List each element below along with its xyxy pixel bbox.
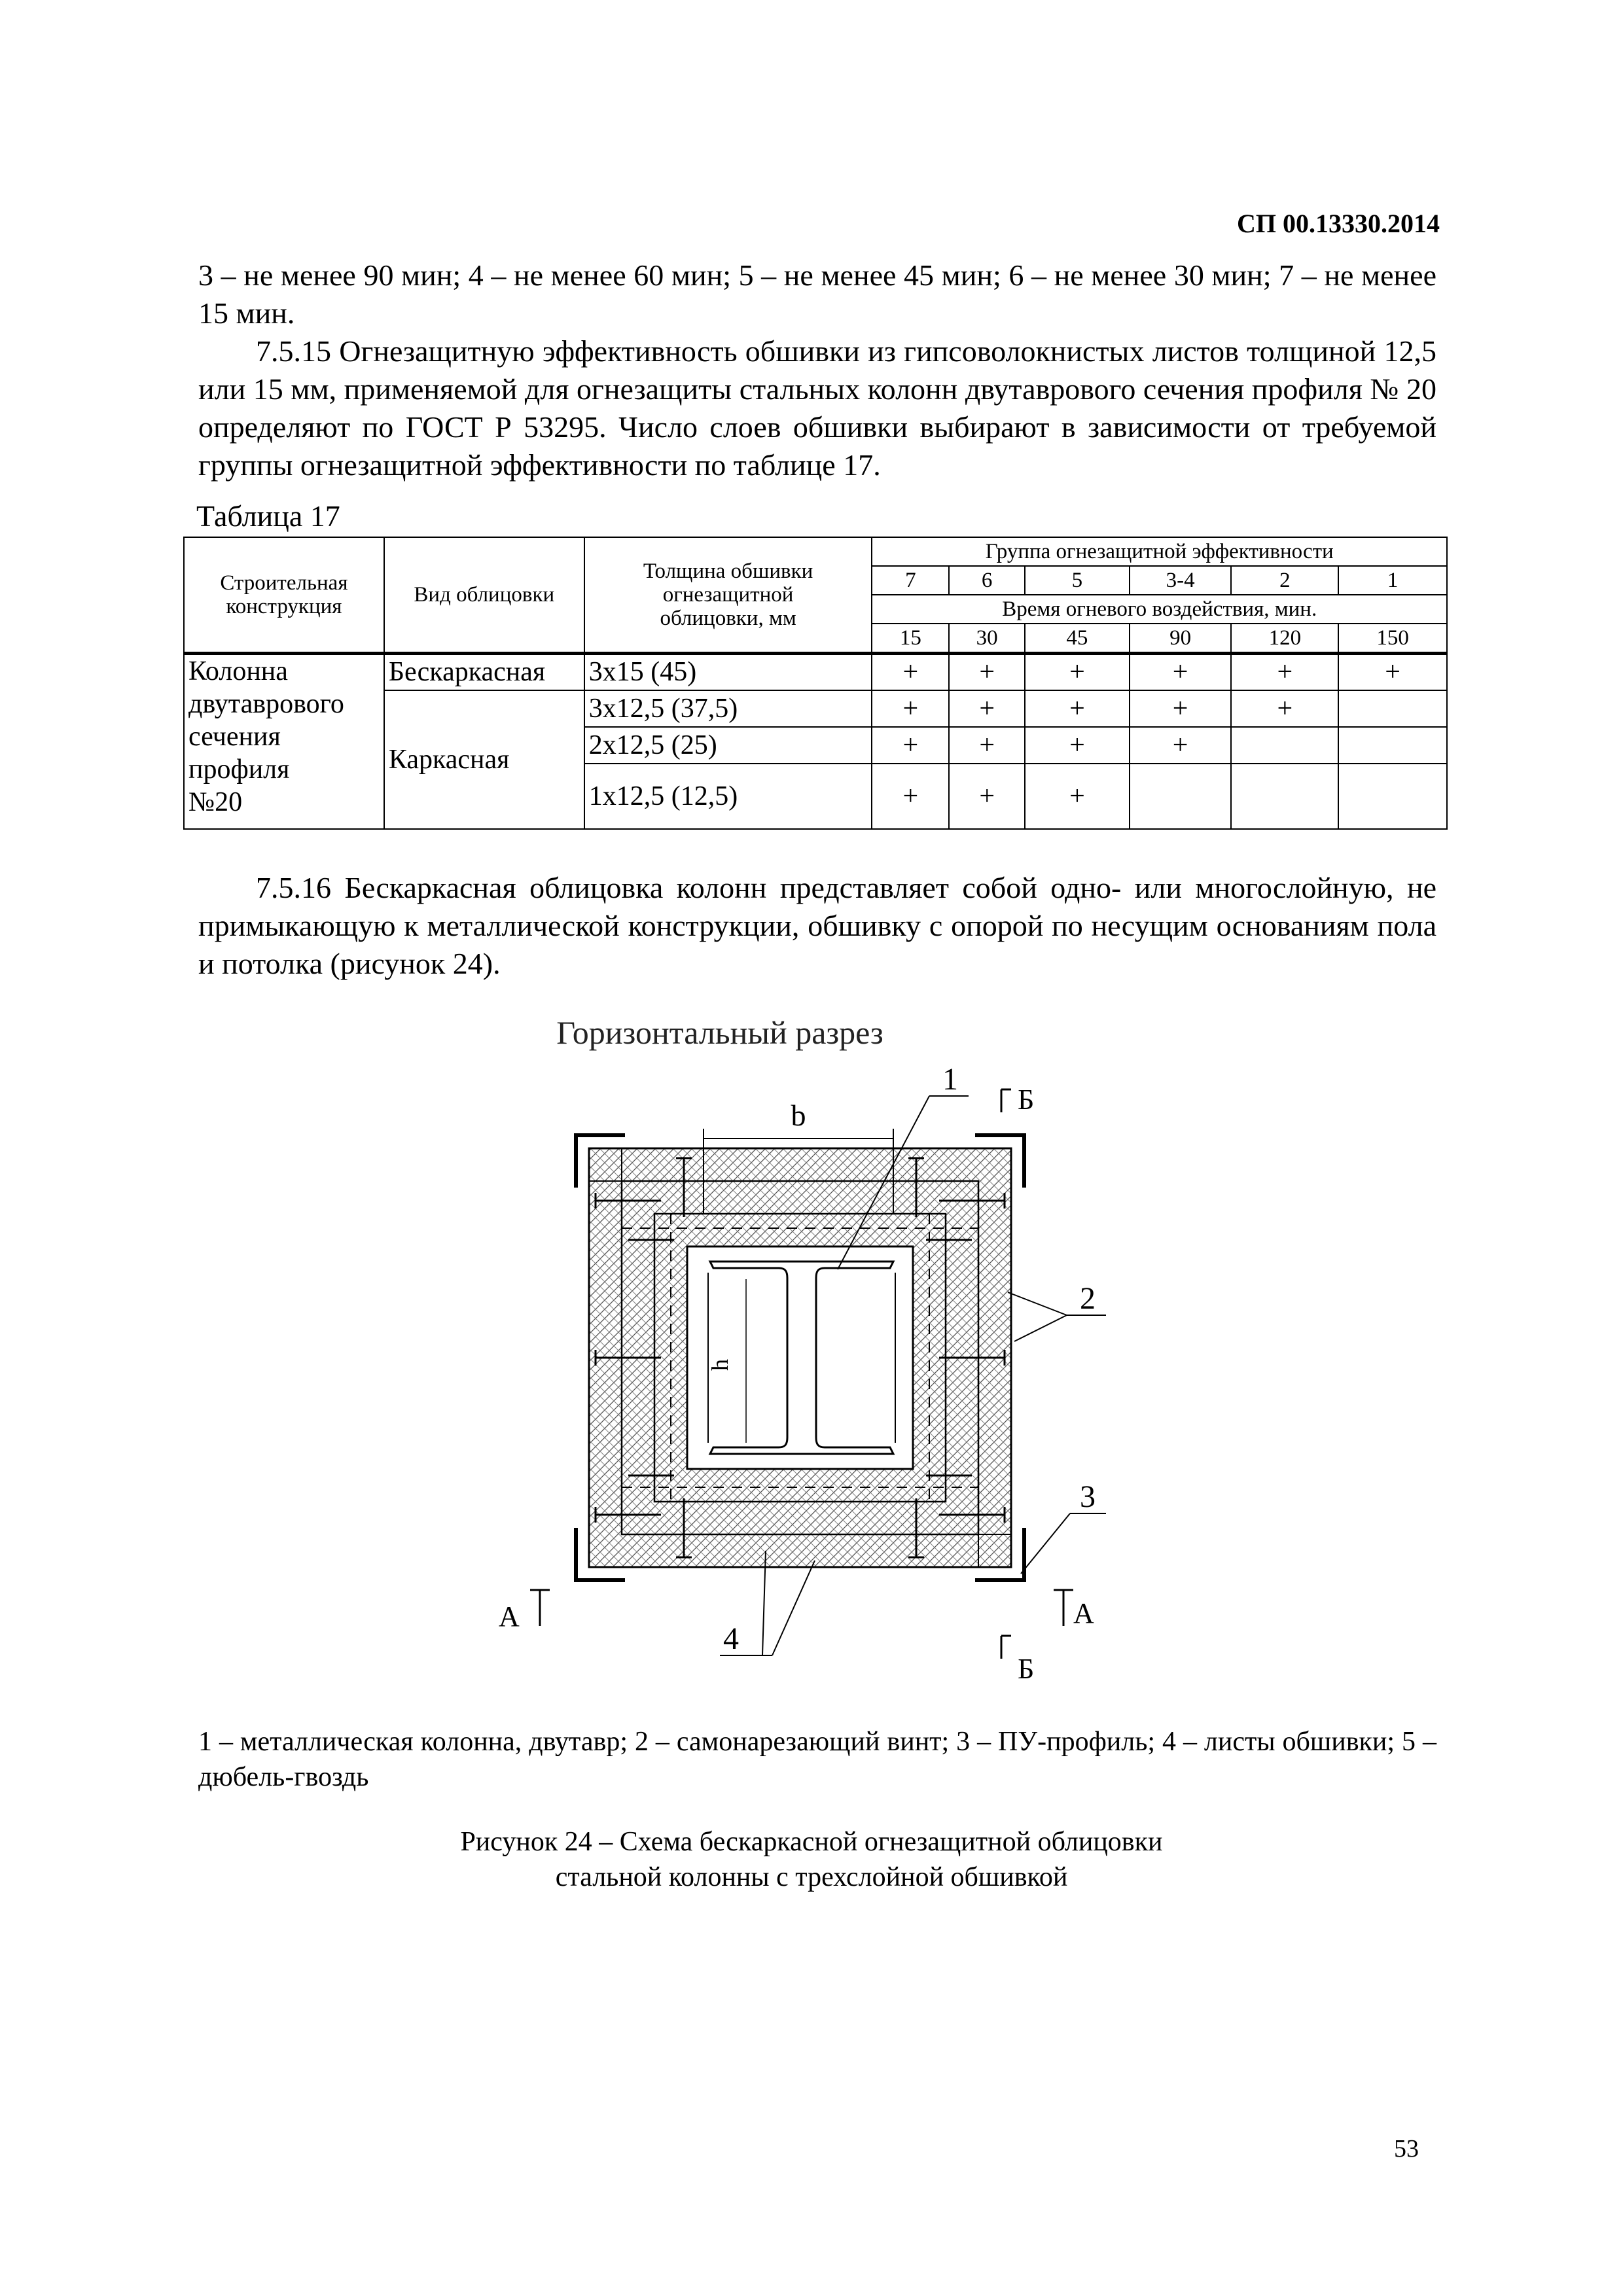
paragraph-7-5-15-text: 7.5.15 Огнезащитную эффективность обшивки из гипсоволокнистых листов толщиной 12,5 или 15 мм, применяемой для огнезащиты стальных колонн двутаврового сечения профиля № 20 определяют по ГОСТ Р 53295. Число слоев обшивки выбирают в зависимости от требуемой группы огнезащитной эффективности по таблице 17. <box>198 334 1436 482</box>
mark-cell <box>1338 764 1447 829</box>
figure-caption <box>196 1824 1427 1895</box>
label-4: 4 <box>723 1621 739 1656</box>
label-section-A-right: А <box>1073 1597 1094 1629</box>
mark-cell <box>1338 727 1447 764</box>
mark-cell: + <box>1130 654 1232 690</box>
mark-cell <box>1130 764 1232 829</box>
mark-cell: + <box>1025 764 1130 829</box>
label-h: h <box>707 1359 733 1371</box>
header-type: Вид облицовки <box>384 537 584 654</box>
intro-text: 3 – не менее 90 мин; 4 – не менее 60 мин; 5 – не менее 45 мин; 6 – не менее 30 мин; 7 – не менее 15 мин. <box>198 258 1436 330</box>
label-1: 1 <box>942 1062 958 1097</box>
label-3: 3 <box>1080 1479 1096 1514</box>
group-cell: 1 <box>1338 566 1447 595</box>
time-cell: 90 <box>1130 624 1232 654</box>
mark-cell: + <box>1025 654 1130 690</box>
mark-cell: + <box>1025 690 1130 727</box>
label-section-A-left: А <box>499 1600 520 1633</box>
construction-line: сечения <box>188 722 281 752</box>
mark-cell: + <box>1231 654 1338 690</box>
figure-caption-line-2: стальной колонны с трехслойной обшивкой <box>555 1862 1068 1892</box>
type-frame: Каркасная <box>384 690 584 829</box>
group-cell: 2 <box>1231 566 1338 595</box>
label-section-B-bottom: Б <box>1018 1653 1035 1685</box>
mark-cell: + <box>872 690 949 727</box>
time-cell: 150 <box>1338 624 1447 654</box>
construction-line: двутаврового <box>188 689 344 719</box>
time-cell: 120 <box>1231 624 1338 654</box>
mark-cell <box>1338 690 1447 727</box>
mark-cell: + <box>949 654 1025 690</box>
mark-cell: + <box>1231 690 1338 727</box>
construction-cell <box>184 654 384 829</box>
construction-line: №20 <box>188 787 243 817</box>
paragraph-7-5-16-text: 7.5.16 Бескаркасная облицовка колонн представляет собой одно- или многослойную, не примыкающую к металлической конструкции, обшивку с опорой по несущим основаниям пола и потолка (рисунок 24). <box>198 871 1436 980</box>
mark-cell: + <box>1338 654 1447 690</box>
table-17 <box>183 537 1448 830</box>
document-code: СП 00.13330.2014 <box>1237 209 1440 238</box>
time-cell: 45 <box>1025 624 1130 654</box>
mark-cell: + <box>949 764 1025 829</box>
mark-cell: + <box>949 690 1025 727</box>
mark-cell <box>1231 764 1338 829</box>
thickness-cell: 2х12,5 (25) <box>584 727 872 764</box>
mark-cell <box>1231 727 1338 764</box>
thickness-cell: 1х12,5 (12,5) <box>584 764 872 829</box>
construction-line: Колонна <box>188 656 288 686</box>
paragraph-7-5-15 <box>198 332 1436 484</box>
figure-legend: 1 – металлическая колонна, двутавр; 2 – самонарезающий винт; 3 – ПУ-профиль; 4 – листы обшивки; 5 – дюбель-гвоздь <box>198 1727 1436 1792</box>
paragraph-7-5-16 <box>198 869 1436 983</box>
label-b: b <box>791 1099 806 1132</box>
thickness-cell: 3х15 (45) <box>584 654 872 690</box>
figure-title: Горизонтальный разрез <box>556 1014 883 1051</box>
figure-caption-line-1: Рисунок 24 – Схема бескаркасной огнезащитной облицовки <box>460 1827 1163 1857</box>
group-cell: 6 <box>949 566 1025 595</box>
label-2: 2 <box>1080 1281 1096 1316</box>
label-section-B-top: Б <box>1018 1084 1035 1116</box>
mark-cell: + <box>1130 727 1232 764</box>
time-cell: 15 <box>872 624 949 654</box>
mark-cell: + <box>872 727 949 764</box>
mark-cell: + <box>1130 690 1232 727</box>
group-cell: 7 <box>872 566 949 595</box>
mark-cell: + <box>1025 727 1130 764</box>
thickness-cell: 3х12,5 (37,5) <box>584 690 872 727</box>
mark-cell: + <box>872 764 949 829</box>
header-construction: Строительная конструкция <box>184 537 384 654</box>
figure-24-drawing <box>458 998 1165 1691</box>
header-time: Время огневого воздействия, мин. <box>872 595 1447 624</box>
time-cell: 30 <box>949 624 1025 654</box>
header-thickness: Толщина обшивки огнезащитной облицовки, мм <box>584 537 872 654</box>
table-caption: Таблица 17 <box>196 499 340 533</box>
page-number: 53 <box>1394 2135 1419 2163</box>
mark-cell: + <box>949 727 1025 764</box>
group-cell: 5 <box>1025 566 1130 595</box>
type-frameless: Бескаркасная <box>384 654 584 690</box>
intro-paragraph <box>198 256 1436 332</box>
mark-cell: + <box>872 654 949 690</box>
group-cell: 3-4 <box>1130 566 1232 595</box>
header-group: Группа огнезащитной эффективности <box>872 537 1447 566</box>
construction-line: профиля <box>188 754 290 785</box>
